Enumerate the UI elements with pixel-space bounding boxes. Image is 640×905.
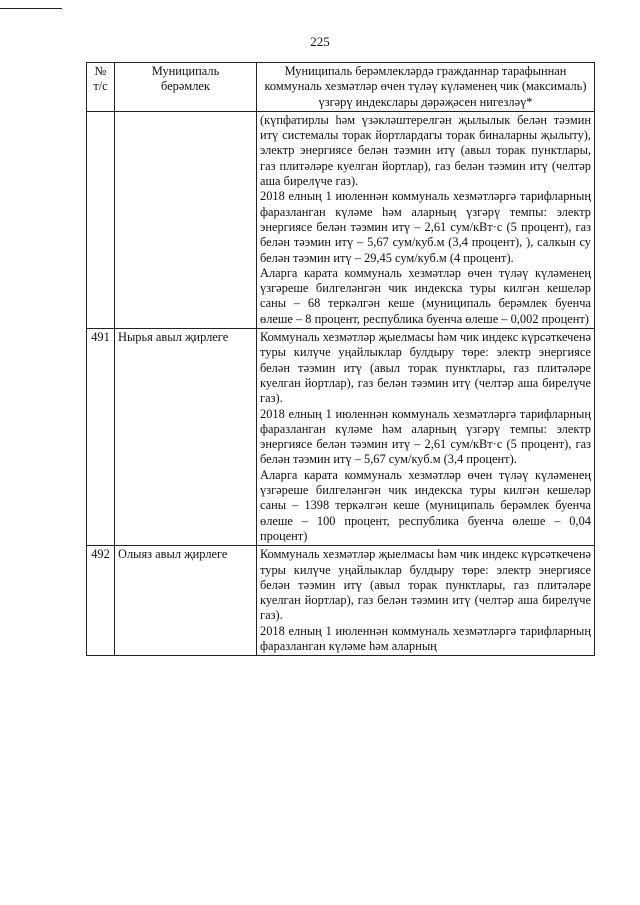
row-paragraph: 2018 елның 1 июленнән коммуналь хезмәтләргә тарифларның фаразланган күләме һәм аларның үзгәрү темпы: электр энергиясе белән тәэмин итү – 2,61 сум/кВт·с (5 процент), газ белән тәэмин итү – 5,67 сум/куб.м (3,4 процент), ), салкын су белән тәэмин итү – 29,45 сум/куб.м (4 процент). bbox=[260, 189, 591, 265]
header-number-label: № т/с bbox=[93, 64, 108, 94]
row-paragraph: 2018 елның 1 июленнән коммуналь хезмәтләргә тарифларның фаразланган күләме һәм аларның үзгәрү темпы: электр энергиясе белән тәэмин итү – 2,61 сум/кВт·с (5 процент), газ белән тәэмин итү – 5,67 сум/куб.м (3,4 процент). bbox=[260, 406, 591, 467]
row-number: 491 bbox=[87, 329, 115, 546]
tariff-table bbox=[86, 62, 595, 656]
row-number: 492 bbox=[87, 546, 115, 656]
table-row bbox=[87, 546, 595, 656]
top-left-rule bbox=[0, 8, 62, 9]
row-municipality: Нырья авыл җирлеге bbox=[115, 329, 257, 546]
table-header-row bbox=[87, 63, 595, 112]
row-description bbox=[257, 329, 595, 546]
header-description-label: Муниципаль берәмлекләрдә гражданнар тарафыннан коммуналь хезмәтләр өчен түләү күләменең чик (максималь) үзгәрү индекслары дәрәҗәсен нигезләү* bbox=[264, 64, 587, 109]
row-description bbox=[257, 111, 595, 328]
header-municipality-label: Муниципаль берәмлек bbox=[151, 64, 220, 94]
row-paragraph: Аларга карата коммуналь хезмәтләр өчен түләү күләменең үзгәреше билгеләнгән чик индекска туры килгән кешеләр саны – 68 теркәлгән кеше (муниципаль берәмлек буенча өлеше – 8 процент, республика буенча өлеше – 0,002 процент) bbox=[260, 265, 591, 326]
row-paragraph: Коммуналь хезмәтләр җыелмасы һәм чик индекс күрсәткеченә туры килүче уңайлыклар булдыру төре: электр энергиясе белән тәэмин итү (авыл торак пунктлары, газ плитәләре куелган йортлар), газ белән тәэмин итү (челтәр аша бирелүче газ). bbox=[260, 547, 591, 623]
row-description bbox=[257, 546, 595, 656]
page-number: 225 bbox=[310, 34, 330, 49]
row-paragraph: Аларга карата коммуналь хезмәтләр өчен түләү күләменең үзгәреше билгеләнгән чик индекска туры килгән кешеләр саны – 1398 теркәлгән кеше (муниципаль берәмлек буенча өлеше – 100 процент, республика буенча өлеше – 0,04 процент) bbox=[260, 467, 591, 543]
table-row bbox=[87, 111, 595, 328]
row-paragraph: (күпфатирлы һәм үзәкләштерелгән җылылык белән тәэмин итү системалы торак йортлардагы торак биналарны җылыту), электр энергиясе белән тәэмин итү (авыл торак пунктлары, газ плитәләре куелган йортлар), газ белән тәэмин итү (челтәр аша бирелүче газ). bbox=[260, 112, 591, 189]
table-row bbox=[87, 329, 595, 546]
row-number bbox=[87, 111, 115, 328]
row-municipality: Олыяз авыл җирлеге bbox=[115, 546, 257, 656]
header-municipality bbox=[115, 63, 257, 112]
header-number bbox=[87, 63, 115, 112]
row-paragraph: Коммуналь хезмәтләр җыелмасы һәм чик индекс күрсәткеченә туры килүче уңайлыклар булдыру төре: электр энергиясе белән тәэмин итү (авыл торак пунктлары, газ плитәләре куелган йортлар), газ белән тәэмин итү (челтәр аша бирелүче газ). bbox=[260, 330, 591, 406]
header-description bbox=[257, 63, 595, 112]
row-municipality bbox=[115, 111, 257, 328]
row-paragraph: 2018 елның 1 июленнән коммуналь хезмәтләргә тарифларның фаразланган күләме һәм аларның bbox=[260, 623, 591, 653]
